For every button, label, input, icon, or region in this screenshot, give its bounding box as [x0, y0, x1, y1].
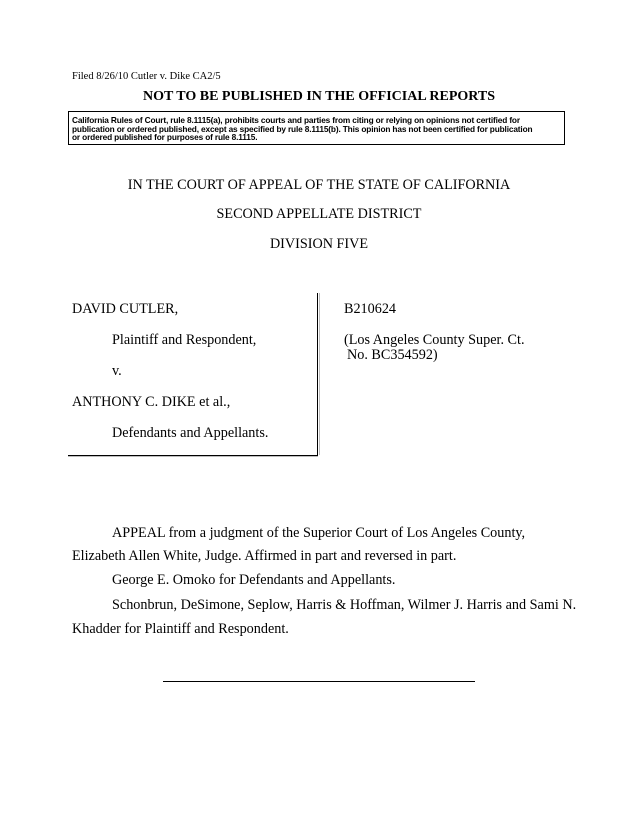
division-name: DIVISION FIVE — [269, 236, 369, 252]
appeal-line1: APPEAL from a judgment of the Superior Court of Los Angeles County, — [112, 525, 526, 541]
appellant-counsel: George E. Omoko for Defendants and Appellants. — [112, 572, 396, 588]
rules-notice-line: publication or ordered published, except as specified by rule 8.1115(b). This opinion has not been certified for publication — [72, 123, 533, 134]
versus: v. — [112, 363, 122, 379]
defendant-role: Defendants and Appellants. — [112, 425, 269, 441]
court-name: IN THE COURT OF APPEAL OF THE STATE OF CALIFORNIA — [127, 177, 511, 193]
respondent-counsel-line2: Khadder for Plaintiff and Respondent. — [72, 621, 289, 637]
district-name: SECOND APPELLATE DISTRICT — [216, 206, 422, 222]
separator-rule — [163, 681, 475, 682]
defendant-name: ANTHONY C. DIKE et al., — [72, 394, 231, 410]
caption-divider-vertical — [317, 293, 319, 455]
appeal-line2: Elizabeth Allen White, Judge. Affirmed in part and reversed in part. — [72, 548, 457, 564]
lower-court-line1: (Los Angeles County Super. Ct. — [344, 332, 525, 348]
lower-court-line2: No. BC354592) — [347, 347, 438, 363]
rules-notice-line: or ordered published for purposes of rule 8.1115. — [72, 132, 258, 143]
rules-notice-box — [68, 111, 565, 145]
plaintiff-role: Plaintiff and Respondent, — [112, 332, 257, 348]
case-number: B210624 — [344, 301, 397, 317]
respondent-counsel-line1: Schonbrun, DeSimone, Seplow, Harris & Hoffman, Wilmer J. Harris and Sami N. — [112, 597, 577, 613]
caption-divider-horizontal — [68, 455, 318, 456]
filed-line: Filed 8/26/10 Cutler v. Dike CA2/5 — [72, 71, 221, 82]
not-published-heading: NOT TO BE PUBLISHED IN THE OFFICIAL REPORTS — [142, 89, 496, 104]
plaintiff-name: DAVID CUTLER, — [72, 301, 179, 317]
rules-notice-line: California Rules of Court, rule 8.1115(a), prohibits courts and parties from citing or relying on opinions not certified for — [72, 115, 520, 125]
